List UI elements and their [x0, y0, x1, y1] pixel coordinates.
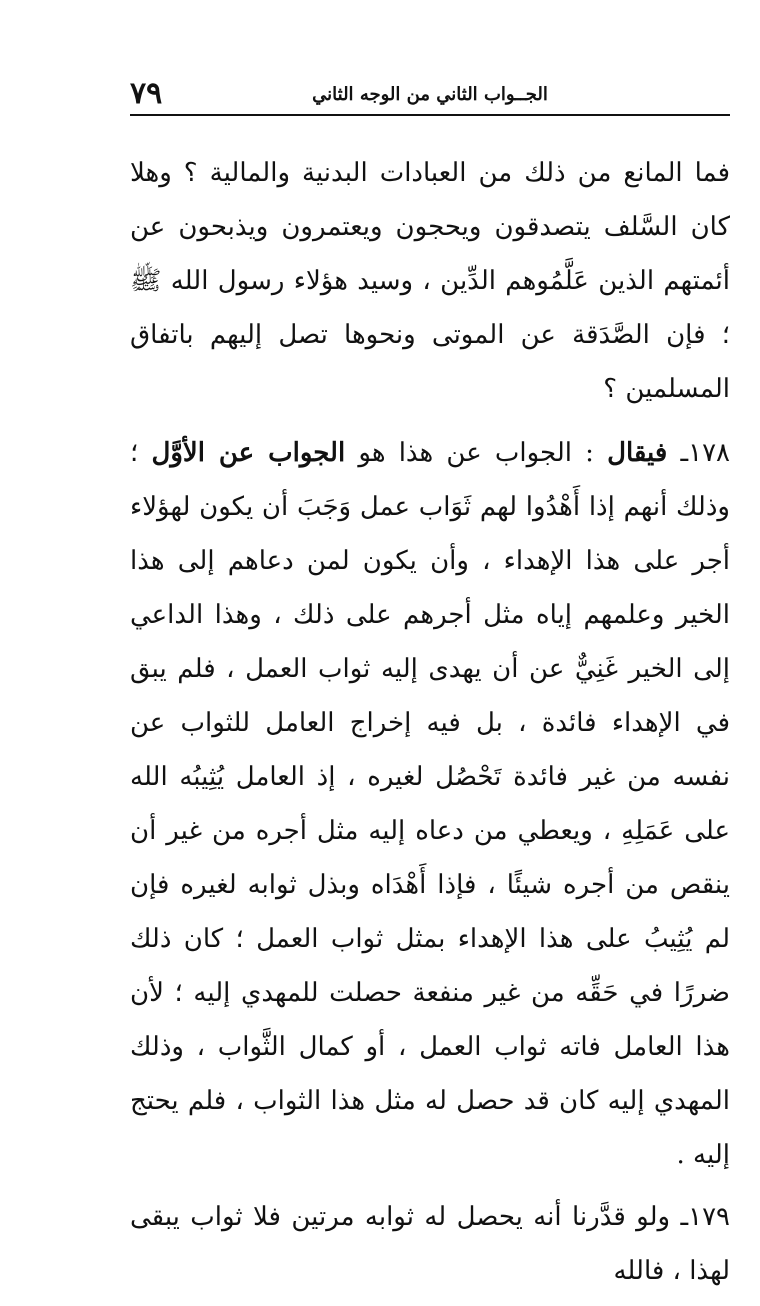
paragraph-bold-phrase: الجواب عن الأوَّل [151, 438, 346, 468]
paragraph-text: فما المانع من ذلك من العبادات البدنية والمالية ؟ وهلا كان السَّلف يتصدقون ويحجون ويعتمرون ويذبحون عن أئمتهم الذين عَلَّمُوهم الدِّين ، وسيد هؤلاء رسول الله ﷺ ؛ فإن الصَّدَقة عن الموتى ونحوها تصل إليهم باتفاق المسلمين ؟ [130, 158, 730, 404]
body-text [130, 146, 730, 1306]
paragraph-number: ١٧٨ـ [680, 438, 731, 468]
paragraph-number: ١٧٩ـ [680, 1202, 731, 1232]
paragraph-text-prefix: : الجواب عن هذا هو [345, 438, 594, 468]
paragraph-intro [130, 146, 730, 416]
paragraph-lead-word: فيقال [607, 438, 668, 468]
paragraph-179 [130, 1190, 730, 1298]
paragraph-178 [130, 426, 730, 1182]
page-number: ٧٩ [130, 76, 163, 111]
paragraph-text: ؛ وذلك أنهم إذا أَهْدُوا لهم ثَوَاب عمل وَجَبَ أن يكون لهؤلاء أجر على هذا الإهداء ، وأن يكون لمن دعاهم إلى هذا الخير وعلمهم إياه مثل أجرهم على ذلك ، وهذا الداعي إلى الخير غَنِيٌّ عن أن يهدى إليه ثواب العمل ، فلم يبق في الإهداء فائدة ، بل فيه إخراج العامل للثواب عن نفسه من غير فائدة تَحْصُل لغيره ، إذ العامل يُثِيبُه الله على عَمَلِهِ ، ويعطي من دعاه إليه مثل أجره من غير أن ينقص من أجره شيئًا ، فإذا أَهْدَاه وبذل ثوابه لغيره فإن لم يُثِيبُ على هذا الإهداء بمثل ثواب العمل ؛ كان ذلك ضررًا في حَقِّه من غير منفعة حصلت للمهدي إليه ؛ لأن هذا العامل فاته ثواب العمل ، أو كمال الثَّواب ، وذلك المهدي إليه كان قد حصل له مثل هذا الثواب ، فلم يحتج إليه . [130, 438, 730, 1170]
page-header [130, 76, 730, 116]
paragraph-text: ولو قدَّرنا أنه يحصل له ثوابه مرتين فلا ثواب يبقى لهذا ، فالله [130, 1202, 730, 1286]
running-head: الجــواب الثاني من الوجه الثاني [312, 84, 548, 105]
